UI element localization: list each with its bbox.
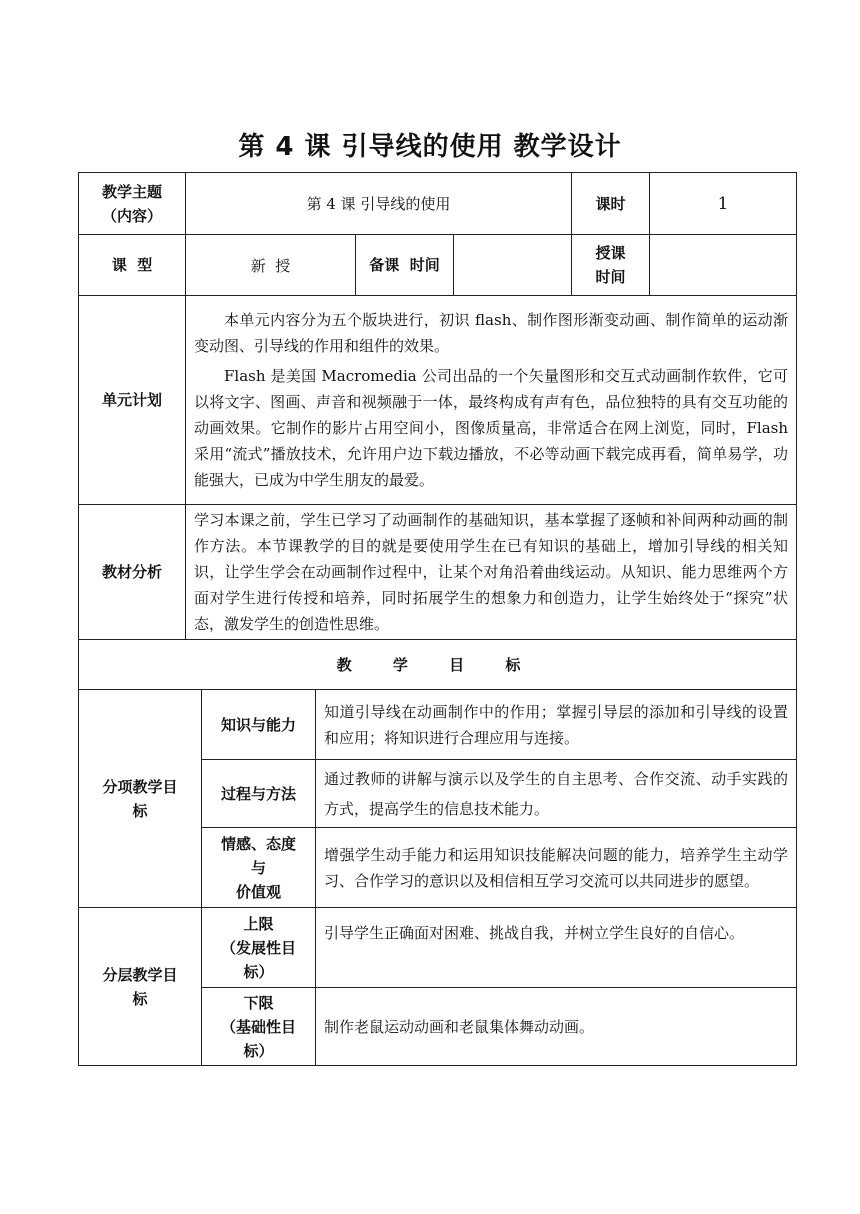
table-row-type — [79, 235, 797, 296]
goal-label-cell — [202, 690, 316, 760]
goal-text-process: 通过教师的讲解与演示以及学生的自主思考、合作交流、动手实践的方式，提高学生的信息技术能力。 — [324, 769, 789, 818]
teach-label-cell — [572, 235, 650, 296]
topic-value: 第 4 课 引导线的使用 — [306, 195, 451, 213]
goal-text-lower: 制作老鼠运动动画和老鼠集体舞动动画。 — [324, 1017, 595, 1036]
prep-label-cell — [356, 235, 454, 296]
layer-goals-label: 分层教学目 标 — [102, 965, 178, 1008]
table-row-goal-upper — [79, 908, 797, 988]
goals-heading-cell — [79, 640, 797, 690]
goal-text-cell — [316, 988, 797, 1066]
table-row-goals-heading — [79, 640, 797, 690]
goal-label-cell — [202, 828, 316, 908]
goal-text-cell — [316, 828, 797, 908]
unit-plan-paragraph-2: Flash 是美国 Macromedia 公司出品的一个矢量图形和交互式动画制作软件，它可以将文字、图画、声音和视频融于一体，最终构成有声有色，品位独特的具有交互功能的动画效果。它制作的影片占用空间小，图像质量高，非常适合在网上浏览，同时，Flash 采用“流式”播放技术，允许用户边下载边播放，不必等动画下载完成再看，简单易学，功能强大，已成为中学生朋友的最爱。 — [194, 367, 789, 489]
sub-goals-label: 分项教学目 标 — [102, 777, 178, 820]
layer-goals-label-cell — [79, 908, 202, 1066]
goal-label-emotion: 情感、态度 与 价值观 — [220, 834, 296, 901]
unit-plan-label-cell — [79, 296, 186, 505]
teach-label: 授课 时间 — [595, 244, 626, 286]
teach-value-cell — [650, 235, 797, 296]
prep-value-cell — [454, 235, 572, 296]
goal-label-lower: 下限 （基础性目 标） — [220, 993, 296, 1060]
page-title: 第 4 课 引导线的使用 教学设计 — [238, 132, 622, 162]
hours-label-cell — [572, 173, 650, 235]
table-row-goal-knowledge — [79, 690, 797, 760]
goal-text-cell — [316, 908, 797, 988]
sub-goals-label-cell — [79, 690, 202, 908]
unit-plan-content-cell — [186, 296, 797, 505]
unit-plan-paragraph-1: 本单元内容分为五个版块进行，初识 flash、制作图形渐变动画、制作简单的运动渐变动图、引导线的作用和组件的效果。 — [194, 311, 789, 355]
goal-text-emotion: 增强学生动手能力和运用知识技能解决问题的能力，培养学生主动学习、合作学习的意识以及相信相互学习交流可以共同进步的愿望。 — [324, 845, 789, 890]
material-content-cell — [186, 505, 797, 640]
hours-label: 课时 — [595, 194, 626, 213]
topic-label: 教学主题 （内容） — [101, 182, 162, 225]
unit-plan-label: 单元计划 — [101, 391, 162, 409]
goal-text-cell — [316, 760, 797, 828]
goal-label-cell — [202, 988, 316, 1066]
type-value: 新 授 — [250, 256, 291, 275]
goal-label-cell — [202, 760, 316, 828]
goal-label-cell — [202, 908, 316, 988]
material-paragraph: 学习本课之前，学生已学习了动画制作的基础知识，基本掌握了逐帧和补间两种动画的制作方法。本节课教学的目的就是要使用学生在已有知识的基础上，增加引导线的相关知识，让学生学会在动画制作过程中，让某个对角沿着曲线运动。从知识、能力思维两个方面对学生进行传授和培养，同时拓展学生的想象力和创造力，让学生始终处于“探究”状态，激发学生的创造性思维。 — [194, 511, 789, 633]
prep-label: 备课 时间 — [369, 256, 440, 274]
material-label: 教材分析 — [101, 563, 162, 581]
type-label-cell — [79, 235, 186, 296]
table-row-material — [79, 505, 797, 640]
goal-text-upper: 引导学生正确面对困难、挑战自我，并树立学生良好的自信心。 — [324, 924, 745, 942]
goal-label-process: 过程与方法 — [220, 784, 296, 803]
type-label: 课 型 — [111, 256, 153, 274]
goal-text-cell — [316, 690, 797, 760]
lesson-plan-table — [78, 172, 797, 1066]
type-value-cell — [186, 235, 356, 296]
material-label-cell — [79, 505, 186, 640]
table-row-topic — [79, 173, 797, 235]
hours-value-cell — [650, 173, 797, 235]
goal-label-knowledge: 知识与能力 — [220, 715, 296, 734]
topic-value-cell — [186, 173, 572, 235]
goal-label-upper: 上限 （发展性目 标） — [220, 914, 296, 981]
topic-label-cell — [79, 173, 186, 235]
table-row-unit-plan — [79, 296, 797, 505]
goal-text-knowledge: 知道引导线在动画制作中的作用；掌握引导层的添加和引导线的设置和应用；将知识进行合理应用与连接。 — [324, 702, 789, 747]
hours-value: 1 — [717, 193, 729, 214]
goals-heading: 教 学 目 标 — [336, 656, 539, 674]
